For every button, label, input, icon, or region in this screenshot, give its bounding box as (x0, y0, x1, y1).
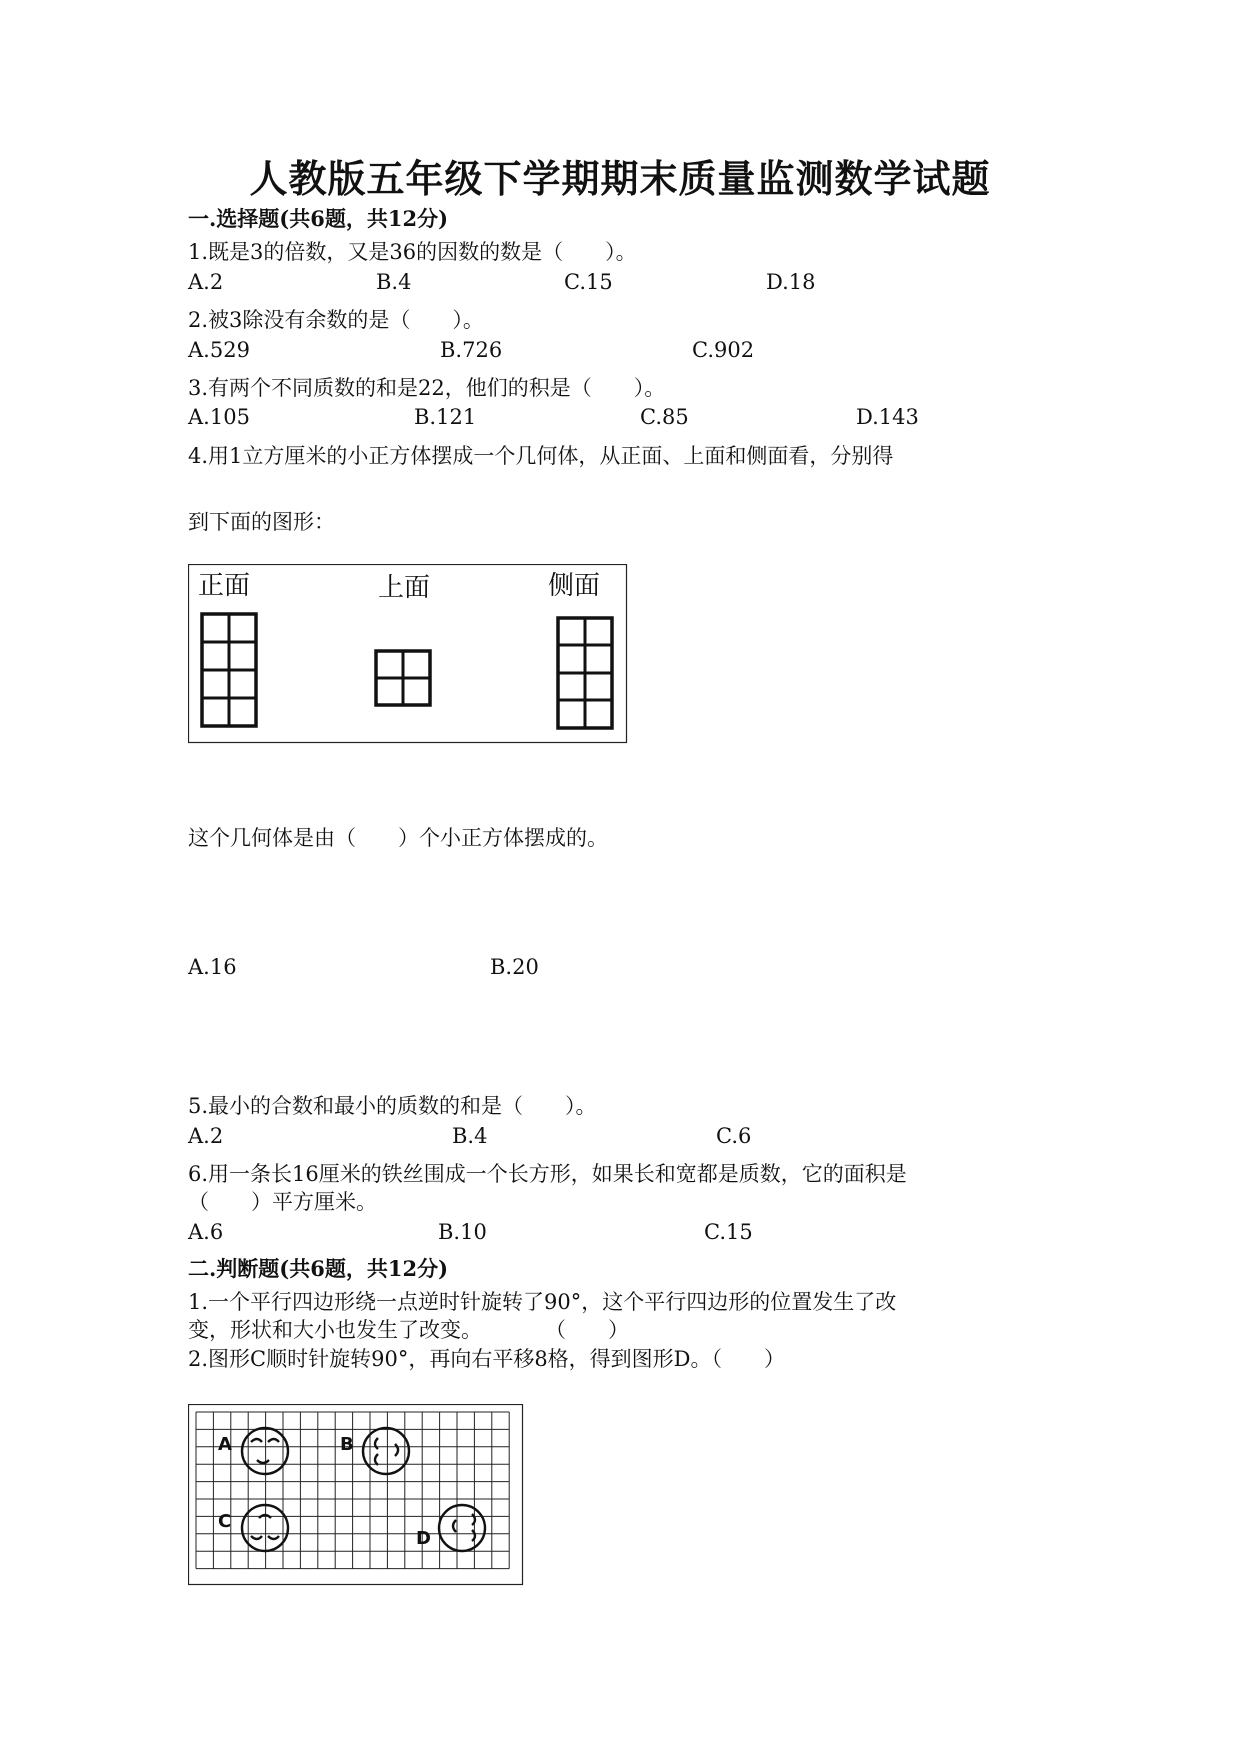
q6-text-line1: 6.用一条长16厘米的铁丝围成一个长方形，如果长和宽都是质数，它的面积是 (188, 1162, 907, 1186)
judge-q2-text: 2.图形C顺时针旋转90°，再向右平移8格，得到图形D。（ ） (188, 1347, 786, 1371)
q3-option-a: A.105 (188, 405, 250, 429)
q1-option-c: C.15 (564, 270, 613, 294)
q6-option-a: A.6 (188, 1220, 224, 1244)
q4-option-b: B.20 (490, 955, 539, 979)
q1-option-a: A.2 (188, 270, 224, 294)
q1-text: 1.既是3的倍数，又是36的因数的数是（ ）。 (188, 240, 637, 264)
grid-label-b: B (340, 1434, 354, 1455)
q1-option-d: D.18 (766, 270, 816, 294)
q5-option-c: C.6 (716, 1124, 752, 1148)
grid-label-c: C (218, 1511, 232, 1532)
q6-option-c: C.15 (704, 1220, 753, 1244)
page-title: 人教版五年级下学期期末质量监测数学试题 (249, 156, 991, 201)
q2-option-a: A.529 (188, 338, 250, 362)
q2-option-c: C.902 (692, 338, 755, 362)
q6-text-line2: （ ）平方厘米。 (188, 1190, 377, 1214)
grid-label-d: D (416, 1528, 431, 1549)
q5-option-a: A.2 (188, 1124, 224, 1148)
grid-frame (189, 1405, 523, 1585)
q5-text: 5.最小的合数和最小的质数的和是（ ）。 (188, 1094, 597, 1118)
top-view-label: 上面 (378, 573, 431, 603)
q4-question: 这个几何体是由（ ）个小正方体摆成的。 (188, 826, 608, 850)
q3-option-b: B.121 (414, 405, 477, 429)
q3-text: 3.有两个不同质数的和是22，他们的积是（ ）。 (188, 376, 666, 400)
q6-option-b: B.10 (438, 1220, 487, 1244)
q4-text-line2: 到下面的图形： (188, 510, 335, 534)
judge-q1-text-line1: 1.一个平行四边形绕一点逆时针旋转了90°，这个平行四边形的位置发生了改 (188, 1290, 897, 1314)
q4-option-a: A.16 (188, 955, 237, 979)
rotation-grid-figure (188, 1404, 524, 1586)
q2-text: 2.被3除没有余数的是（ ）。 (188, 308, 484, 332)
q2-option-b: B.726 (440, 338, 503, 362)
q4-text-line1: 4.用1立方厘米的小正方体摆成一个几何体，从正面、上面和侧面看，分别得 (188, 444, 894, 468)
grid-label-a: A (218, 1434, 232, 1455)
q1-option-b: B.4 (376, 270, 412, 294)
q5-option-b: B.4 (452, 1124, 488, 1148)
q4-three-view-figure (188, 564, 628, 744)
judge-q1-text-line2: 变，形状和大小也发生了改变。 （ ） (188, 1318, 629, 1342)
side-view-label: 侧面 (548, 571, 601, 601)
front-view-label: 正面 (198, 571, 251, 601)
section-2-header: 二.判断题(共6题，共12分) (188, 1256, 449, 1281)
section-1-header: 一.选择题(共6题，共12分) (188, 206, 449, 231)
q3-option-c: C.85 (640, 405, 689, 429)
q3-option-d: D.143 (856, 405, 919, 429)
